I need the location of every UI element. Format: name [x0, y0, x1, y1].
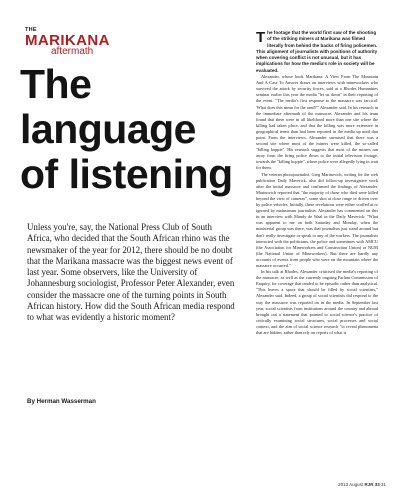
article-title: The language of listening	[20, 61, 233, 197]
masthead-aftermath: aftermath	[51, 46, 94, 57]
drop-cap: T	[256, 30, 266, 46]
section-masthead	[25, 27, 135, 57]
masthead-the: THE	[25, 27, 37, 33]
body-paragraph-3: In his talk at Rhodes, Alexander criticised the media's reporting of the massacre, as well as the currently ongoing Farlam Commission of Enquiry, for coverage that tended to be episodic rather than analytical. "This leaves a space that should be filled by social scientists," Alexander said. Indeed, a group of social scientists did respond to the way the massacre was reported on in the media. In September last year, social scientists from institutions around the country and abroad brought out a statement that pointed to social science's practice of critically examining social structures, social processes and social context, and the aim of social science research "to reveal phenomena that are hidden, rather than rely on reports of what is	[256, 269, 378, 336]
intro-text: he footage that the world first saw of the shooting of the striking miners at Marikana was filmed literally from behind the backs of firing policemen. This alignment of journalists with positions of authority when covering conflict is not unusual, but it has implications for how the media's role in society will be evaluated.	[256, 30, 378, 73]
body-paragraph-2: The veteran photojournalist, Greg Marinovich, writing for the web publication Daily Maverick, also did follow-up investigative work after the initial massacre and confirmed the findings of Alexander. Marinovich reported that "the majority of those who died were killed beyond the view of cameras", some shot at close range or driven over by police vehicles. Initially, these revelations were either scoffed at or ignored by mainstream journalists. Alexander has commented on this in an interview with Mandy de Waal in the Daily Maverick: "What was apparent to me on both Saturday and Monday, when the ministerial group was there, was that journalists just stand around but don't really investigate or speak to any of the workers. The journalists interacted with the politicians, the police and sometimes with AMCU (the Association for Mineworkers and Construction Union) or NUM (the National Union of Mineworkers). But there are hardly any accounts of events from people who were on the mountain where the massacre occurred."	[256, 171, 378, 268]
footer-publication: RJR 33	[364, 482, 380, 487]
footer-issue-date: 2013 August	[338, 482, 364, 487]
article-standfirst: Unless you're, say, the National Press Club of South Africa, who decided that the South African rhino was the newsmaker of the year for 2012, there should be no doubt that the Marikana massacre was the biggest news event of last year. Some observers, like the University of Johannesburg sociologist, Professor Peter Alexander, even consider the massacre one of the turning points in South African history. How did the South African media respond to what was evidently a historic moment?	[27, 222, 235, 323]
masthead-marikana: MARIKANA	[25, 32, 110, 49]
footer-page-number: 31	[380, 482, 386, 487]
article-byline: By Herman Wasserman	[27, 398, 96, 405]
article-intro	[256, 30, 378, 74]
body-paragraph-1: Alexander, whose book Marikana: A View From The Mountain And A Case To Answer draws on interviews with mineworkers who survived the attack by security forces, said at a Rhodes Humanities seminar earlier this year the media "let us down" in their reporting of the event. "The media's first response to the massacre was farcical: 'What does this mean for the rand?'" Alexander said. In his research in the immediate aftermath of the massacre, Alexander and his team found that there were in all likelihood more than one site where the killing had taken place, and that the killing was more extensive in geographical terms than had been reported in the media up until that point. From the interviews, Alexander surmised that there was a second site where most of the miners were killed, the so-called "killing koppie". His research suggests that most of the miners ran away from the firing police down to the initial television footage, towards the "killing koppie", where police were allegedly lying in wait for them.	[256, 74, 378, 171]
page-footer	[306, 482, 386, 487]
article-body-column	[256, 30, 378, 465]
